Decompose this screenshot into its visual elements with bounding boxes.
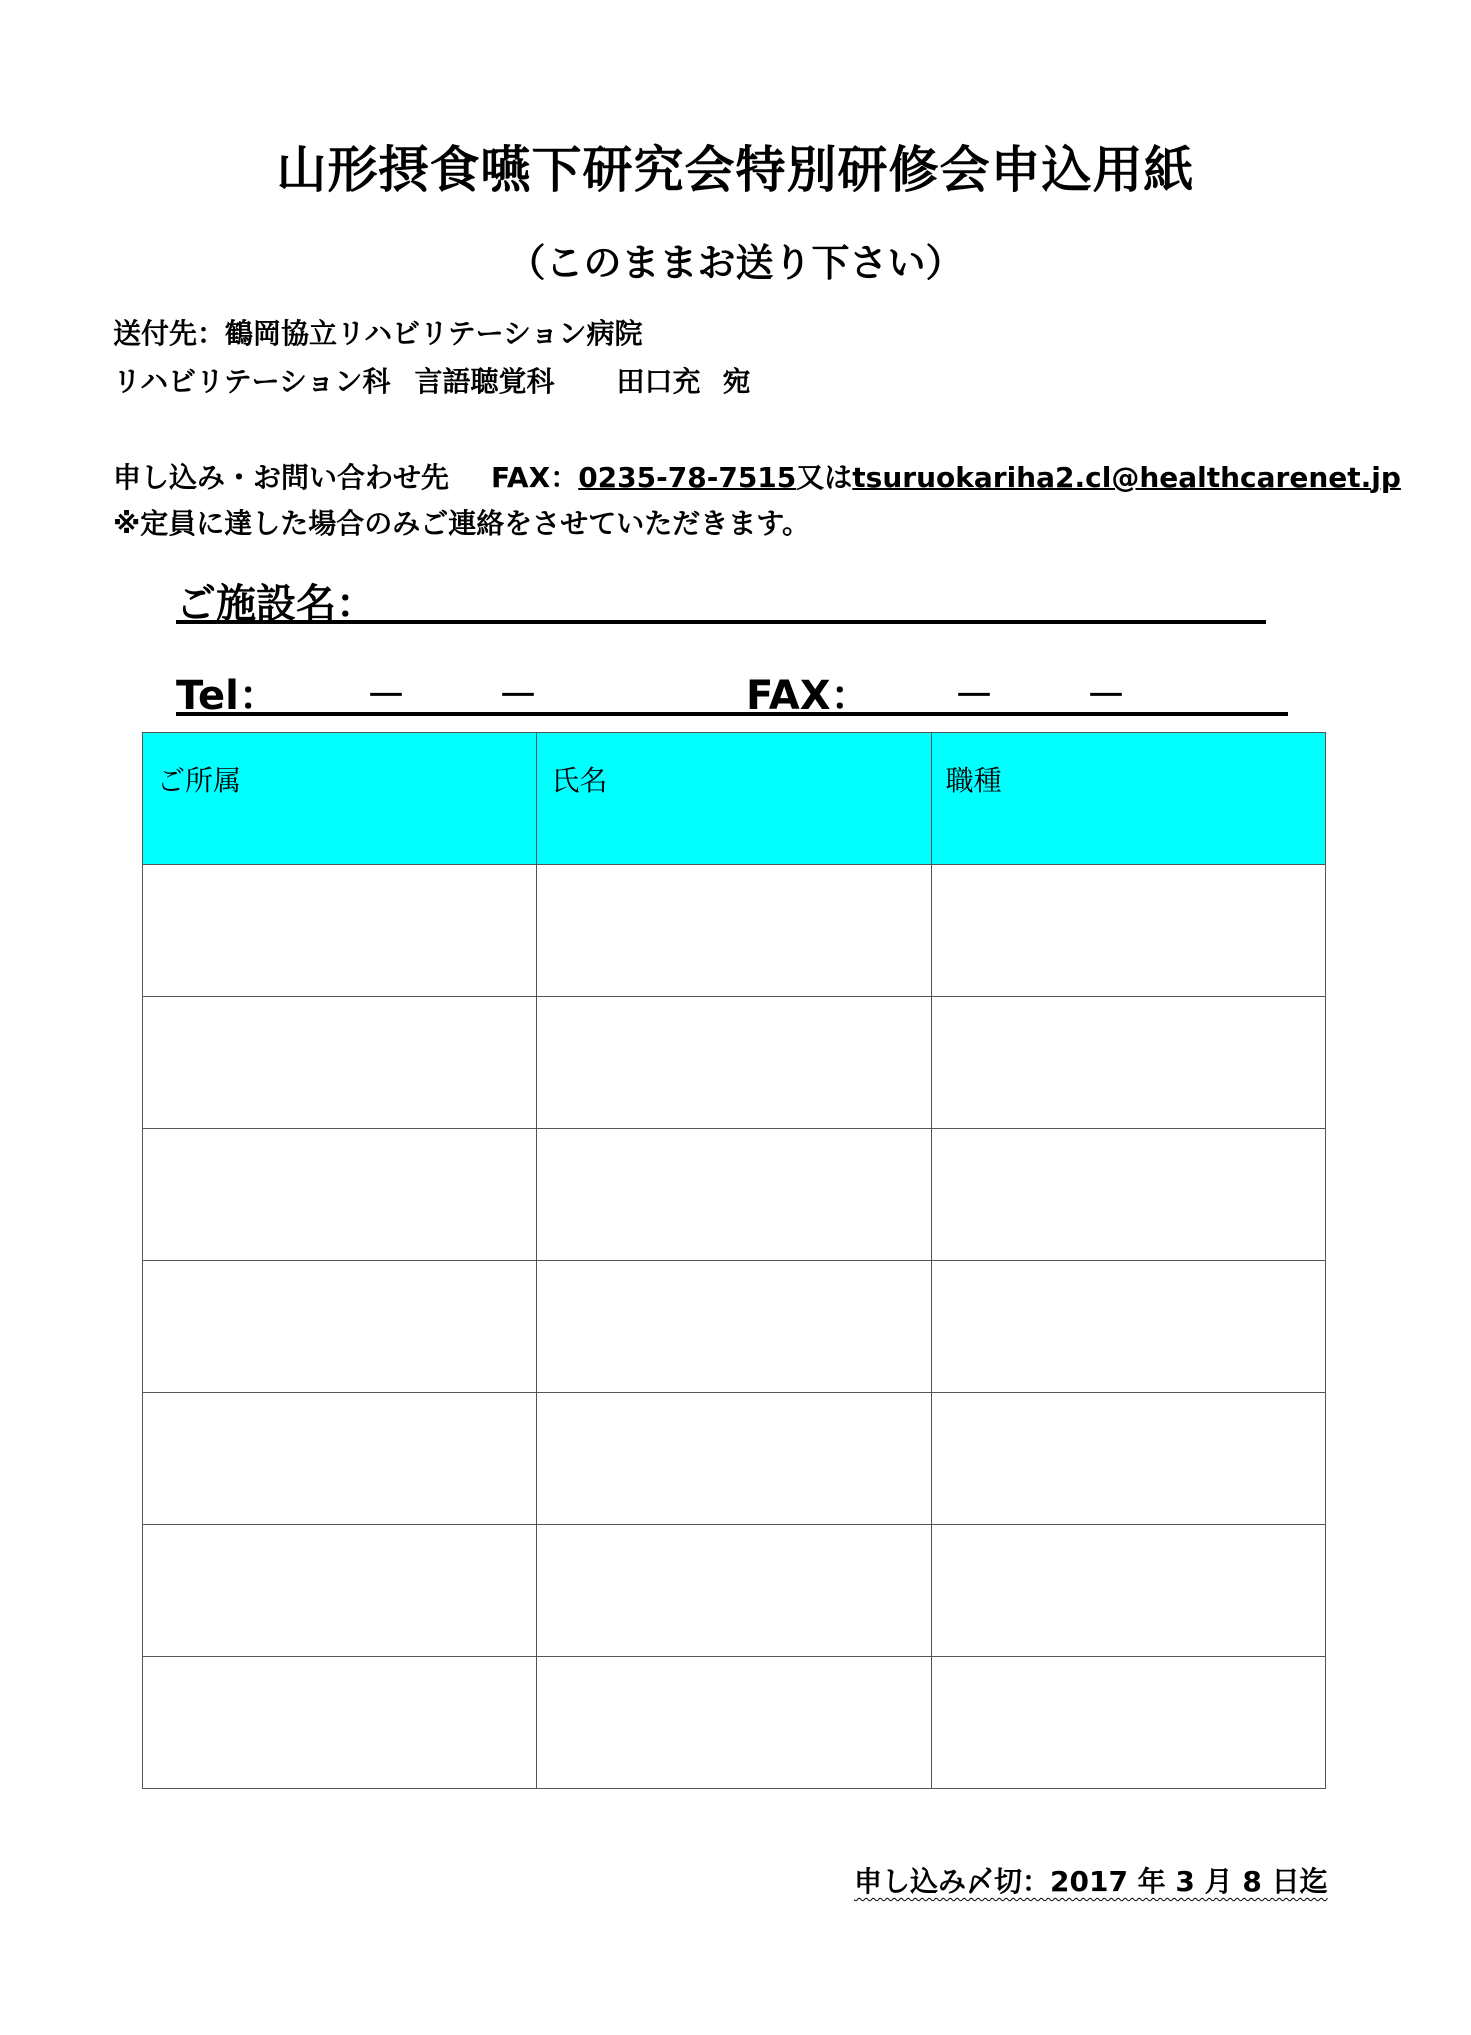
registration-table bbox=[142, 732, 1326, 1789]
affiliation-cell[interactable] bbox=[143, 1261, 537, 1393]
affiliation-cell[interactable] bbox=[143, 1393, 537, 1525]
occupation-cell[interactable] bbox=[931, 865, 1325, 997]
department-name: リハビリテーション科 bbox=[113, 365, 391, 398]
name-cell[interactable] bbox=[537, 1393, 931, 1525]
form-subtitle: （このままお送り下さい） bbox=[507, 241, 964, 285]
fax-number: 0235-78-7515 bbox=[578, 461, 797, 494]
table-body bbox=[143, 865, 1326, 1789]
affiliation-cell[interactable] bbox=[143, 997, 537, 1129]
fax-dash: － bbox=[954, 673, 994, 719]
header-occupation: 職種 bbox=[931, 733, 1325, 865]
tel-label: Tel： bbox=[176, 673, 279, 719]
tel-fax-field[interactable] bbox=[176, 664, 1288, 719]
header-name: 氏名 bbox=[537, 733, 931, 865]
table-row bbox=[143, 997, 1326, 1129]
tel-dash: － bbox=[498, 673, 538, 719]
recipient-line bbox=[113, 360, 751, 400]
occupation-cell[interactable] bbox=[931, 1129, 1325, 1261]
facility-label: ご施設名： bbox=[176, 581, 376, 627]
table-row bbox=[143, 1129, 1326, 1261]
email-link[interactable]: tsuruokariha2.cl@healthcarenet.jp bbox=[852, 461, 1401, 494]
table-row bbox=[143, 865, 1326, 997]
tel-dash: － bbox=[366, 673, 406, 719]
affiliation-cell[interactable] bbox=[143, 865, 537, 997]
recipient-honorific: 宛 bbox=[722, 365, 751, 398]
recipient-name: 田口充 bbox=[616, 365, 701, 398]
fax-prefix: FAX： bbox=[491, 461, 579, 494]
table-row bbox=[143, 1393, 1326, 1525]
section-name: 言語聴覚科 bbox=[414, 365, 555, 398]
form-title: 山形摂食嚥下研究会特別研修会申込用紙 bbox=[276, 141, 1195, 199]
facility-field[interactable] bbox=[176, 572, 1266, 627]
occupation-cell[interactable] bbox=[931, 1261, 1325, 1393]
table-header-row bbox=[143, 733, 1326, 865]
affiliation-cell[interactable] bbox=[143, 1525, 537, 1657]
name-cell[interactable] bbox=[537, 1657, 931, 1789]
send-to-line: 送付先：鶴岡協立リハビリテーション病院 bbox=[113, 317, 643, 350]
or-text: 又は bbox=[796, 461, 853, 494]
contact-line bbox=[113, 456, 1401, 496]
affiliation-cell[interactable] bbox=[143, 1129, 537, 1261]
table-row bbox=[143, 1261, 1326, 1393]
header-affiliation: ご所属 bbox=[143, 733, 537, 865]
occupation-cell[interactable] bbox=[931, 1657, 1325, 1789]
occupation-cell[interactable] bbox=[931, 1393, 1325, 1525]
name-cell[interactable] bbox=[537, 1261, 931, 1393]
name-cell[interactable] bbox=[537, 1525, 931, 1657]
occupation-cell[interactable] bbox=[931, 997, 1325, 1129]
notice-line: ※定員に達した場合のみご連絡をさせていただきます。 bbox=[113, 507, 810, 540]
occupation-cell[interactable] bbox=[931, 1525, 1325, 1657]
name-cell[interactable] bbox=[537, 865, 931, 997]
name-cell[interactable] bbox=[537, 1129, 931, 1261]
table-row bbox=[143, 1657, 1326, 1789]
table-row bbox=[143, 1525, 1326, 1657]
contact-label: 申し込み・お問い合わせ先 bbox=[113, 461, 450, 494]
fax-dash: － bbox=[1086, 673, 1126, 719]
fax-label: FAX： bbox=[746, 673, 871, 719]
name-cell[interactable] bbox=[537, 997, 931, 1129]
affiliation-cell[interactable] bbox=[143, 1657, 537, 1789]
deadline-note: 申し込み〆切：2017 年 3 月 8 日迄 bbox=[854, 1865, 1328, 1898]
